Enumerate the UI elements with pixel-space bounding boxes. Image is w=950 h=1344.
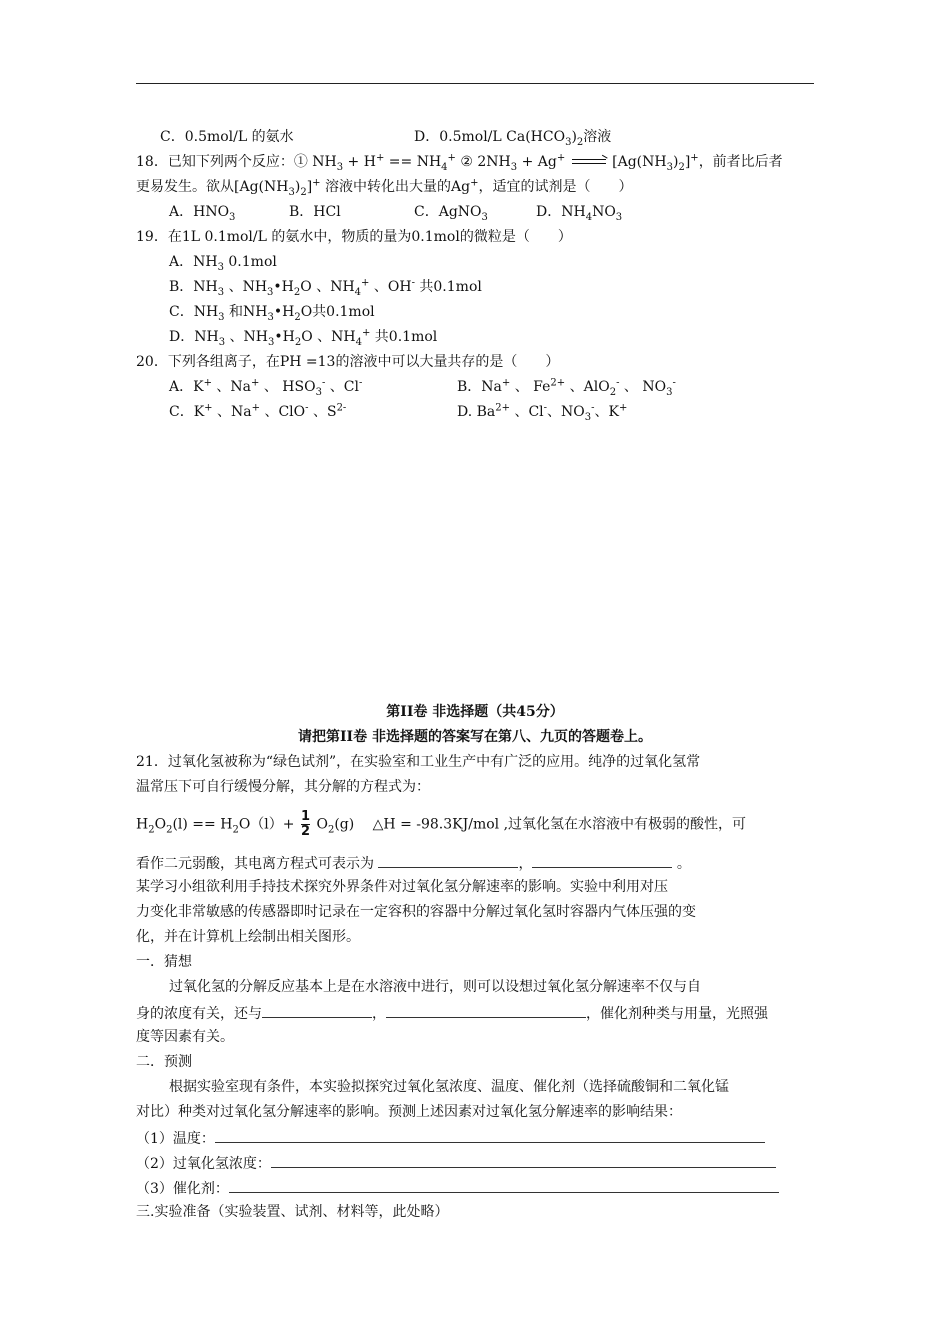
answer-blank-concentration[interactable] [271, 1153, 776, 1168]
q21-para-line2: 温常压下可自行缓慢分解，其分解的方程式为： [136, 779, 430, 795]
q18-option-a: A．$HNO_3$ [169, 204, 236, 223]
q21-para-line9: 身的浓度有关，还与 ， ，催化剂种类与用量，光照强 [136, 1003, 768, 1023]
q18-option-d: D．$NH_4NO_3$ [536, 204, 623, 223]
q21-para-line8: 过氧化氢的分解反应基本上是在水溶液中进行，则可以设想过氧化氢分解速率不仅与自 [169, 979, 701, 995]
header-rule [136, 83, 814, 84]
q18-stem-line2: 更易发生。欲从$[Ag(NH_3)_2]^+$ 溶液中转化出大量的Ag+，适宜的试剂是（ ） [136, 177, 633, 198]
answer-blank-3[interactable] [262, 1003, 372, 1018]
q18-stem-line1: 18．已知下列两个反应：① $NH_3 + H^+ == NH_4^+$ ② $2NH_3 + Ag^+$ $[Ag(NH_3)_2]^+$，前者比后者 [136, 152, 783, 173]
q21-para-line11: 根据实验室现有条件，本实验拟探究过氧化氢浓度、温度、催化剂（选择硫酸铜和二氧化锰 [169, 1079, 729, 1095]
q19-option-a: A．$NH_3$ 0.1mol [169, 254, 277, 273]
q20-option-c: C．K+ 、Na+ 、ClO- 、$S^{2-}$ [169, 402, 347, 420]
q19-option-d: D．$NH_3$ 、$NH_3•H_2O$ 、$NH_4^+$ 共0.1mol [169, 327, 438, 348]
q21-para-line12: 对比）种类对过氧化氢分解速率的影响。预测上述因素对过氧化氢分解速率的影响结果： [136, 1104, 682, 1120]
prediction-item-temperature: （1）温度： [136, 1128, 765, 1148]
one-half-fraction: $\frac{1}{2}$ [300, 809, 310, 839]
q18-option-c: C．AgNO$_3$ [414, 204, 488, 223]
reversible-arrow-icon [572, 157, 606, 167]
answer-blank-temperature[interactable] [215, 1128, 765, 1143]
q21-para-line6: 力变化非常敏感的传感器即时记录在一定容积的容器中分解过氧化氢时容器内气体压强的变 [136, 904, 696, 920]
q21-ionization-line: 看作二元弱酸，其电离方程式可表示为 ， 。 [136, 853, 691, 873]
prediction-item-concentration: （2）过氧化氢浓度： [136, 1153, 776, 1173]
answer-blank-catalyst[interactable] [229, 1178, 779, 1193]
heading-hypothesis: 一．猜想 [136, 954, 192, 970]
q21-para-line1: 21．过氧化氢被称为“绿色试剂”，在实验室和工业生产中有广泛的应用。纯净的过氧化氢常 [136, 754, 701, 770]
q21-para-line5: 某学习小组欲利用手持技术探究外界条件对过氧化氢分解速率的影响。实验中利用对压 [136, 879, 668, 895]
q19-option-c: C．$NH_3$ 和$NH_3•H_2O$共0.1mol [169, 304, 375, 323]
heading-preparation: 三.实验准备（实验装置、试剂、材料等，此处略） [136, 1204, 449, 1220]
q17-option-d: D．0.5mol/L $Ca(HCO_3)_2$溶液 [414, 129, 612, 148]
q18-option-b: B．HCl [289, 204, 341, 220]
q21-para-line10: 度等因素有关。 [136, 1029, 234, 1045]
q20-option-b: B．Na+ 、 $Fe^{2+}$ 、AlO$_2$- 、 $NO_3^-$ [457, 377, 676, 398]
q17-option-c: C．0.5mol/L 的氨水 [160, 129, 294, 145]
q21-para-line7: 化，并在计算机上绘制出相关图形。 [136, 929, 360, 945]
prediction-item-catalyst: （3）催化剂： [136, 1178, 779, 1198]
section-title: 第II卷 非选择题（共45分） [386, 704, 564, 720]
answer-blank-4[interactable] [386, 1003, 586, 1018]
section-note: 请把第II卷 非选择题的答案写在第八、九页的答题卷上。 [298, 729, 652, 745]
q20-option-a: A．K+ 、Na+ 、 $HSO_3^-$ 、Cl- [169, 377, 363, 398]
q21-equation-line: $H_2O_2(l) == H_2O(l)+$ $\frac{1}{2}$ $O_2(g)$ △H = -98.3KJ/mol ,过氧化氢在水溶液中有极弱的酸性，可 [136, 809, 747, 839]
answer-blank-2[interactable] [532, 853, 672, 868]
q19-option-b: B．$NH_3$ 、$NH_3•H_2O$ 、$NH_4^+$ 、OH- 共0.1mol [169, 277, 482, 298]
heading-prediction: 二．预测 [136, 1054, 192, 1070]
q20-option-d: D. $Ba^{2+}$ 、Cl-、$NO_3^-$、K+ [457, 402, 628, 423]
answer-blank-1[interactable] [378, 853, 518, 868]
q19-stem: 19．在1L 0.1mol/L 的氨水中，物质的量为0.1mol的微粒是（ ） [136, 229, 572, 245]
q20-stem: 20．下列各组离子，在PH =13的溶液中可以大量共存的是（ ） [136, 354, 560, 370]
